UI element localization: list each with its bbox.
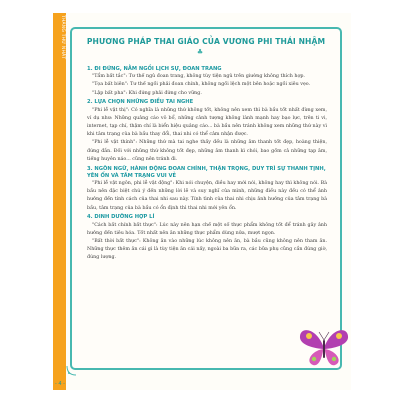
section-heading-2: 2. LỰA CHỌN NHỮNG ĐIỀU TAI NGHE xyxy=(87,99,194,106)
section-heading-1: 1. ĐI ĐỨNG, NẰM NGỒI LỊCH SỰ, ĐOAN TRANG xyxy=(87,66,222,72)
paragraph: "Phi lễ vật thị": Có nghĩa là những thứ không tốt, không nên xem thì bà bầu tốt nhất đừng xem, ví dụ như: Những quảng cáo vô bổ, những cảnh tượng không lành mạnh hay bạo lực, trên ti vi, internet, tạp chí, thậm chí là biển hiệu quảng cáo... bà bầu nên tránh không xem những thứ này vì khi tâm trạng của bà bầu thay đổi, thai nhi có thể cảm nhận được. xyxy=(87,107,327,138)
butterfly-icon xyxy=(297,324,351,368)
corner-flourish-icon xyxy=(66,365,77,376)
paragraph: "Phi lễ vật thính": Những thứ mà tai nghe thấy đều là những âm thanh tốt đẹp, hoàng thiện, đứng đắn. Đối với những thứ không tốt đẹp, những âm thanh kì chói, bao gồm cả những tạp âm, tiếng huyên náo... cũng nên tránh đi. xyxy=(87,140,327,162)
paragraph: "Tẩm bất tắc": Tư thế ngủ đoan trang, không tùy tiện ngủ trên giường không thích hợp. xyxy=(92,74,305,80)
paragraph: "Phi lễ vật ngôn, phi lễ vật động": Khi nói chuyện, điều hay mới nói, không hay thì không nói. Bà bầu nên đặc biệt chú ý đến những lời lẽ và suy nghĩ của mình, những điều này đều có thể ảnh hưởng đến tính cách của thai nhi sau này. Tính tình của thai nhi chịu ảnh hưởng của tâm trạng bà bầu, tâm trạng của bà bầu có ổn định thì thai nhi mới yên ổn. xyxy=(87,181,327,211)
paragraph: "Bất thời bất thực": Không ăn vào những lúc không nên ăn, bà bầu cũng không nên tham ăn. Những thực thêm ăn cái gì là tùy tiện ăn cái nấy, ngoài ba bữa ra, các bữa phụ cũng cần đúng giờ, đúng lượng. xyxy=(87,239,327,261)
ornament-icon: ♣ xyxy=(196,48,204,56)
page-title: PHƯƠNG PHÁP THAI GIÁO CỦA VƯƠNG PHI THÁI NHẬM xyxy=(86,37,326,46)
article-body xyxy=(87,66,327,263)
side-chapter-label: THÁNG THỨ NHẤT xyxy=(60,15,65,60)
paragraph: "Cách bất chính bất thực": Lúc này nên hạn chế một số thực phẩm không tốt để tránh gây ảnh hưởng đến tiêu hóa. Tốt nhất nên ăn những thực phẩm dùng nửa, mượt ngọn. xyxy=(87,222,327,236)
page-number: - 4 - xyxy=(55,381,65,387)
paragraph: "Lập bất pha": Khi đứng phải đứng cho vững. xyxy=(92,90,202,96)
section-heading-4: 4. DINH DƯỠNG HỢP LÍ xyxy=(87,214,155,221)
section-heading-3: 3. NGÔN NGỮ, HÀNH ĐỘNG ĐOAN CHÍNH, THẬN TRỌNG, DUY TRÌ SỰ THANH TỊNH, YÊN ỔN VÀ TÂM TRẠNG VUI VẺ xyxy=(87,165,326,179)
paragraph: "Tọa bất biên": Tư thế ngồi phải đoan chính, không ngồi lệch một bên hoặc ngồi xiêu vẹo. xyxy=(92,82,311,88)
